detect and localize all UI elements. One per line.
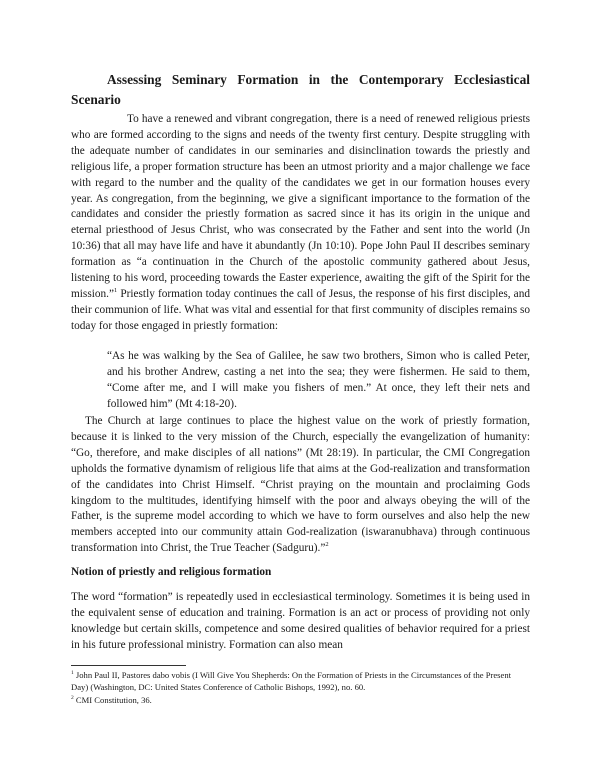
footnote-number: 1: [71, 670, 74, 676]
block-quote: “As he was walking by the Sea of Galilee, he saw two brothers, Simon who is called Peter, and his brother Andrew, casting a net into the sea; they were fishermen. He said to them, “Come after me, and I will make you fishers of men.” At once, they left their nets and followed him” (Mt 4:18-20).: [107, 350, 530, 410]
document-title: [71, 70, 530, 110]
section-heading: Notion of priestly and religious formation: [71, 566, 272, 578]
paragraph-church-text: The Church at large continues to place the highest value on the work of priestly formation, because it is linked to the very mission of the Church, especially the evangelization of humanity: “Go, therefore, and make disciples of all nations” (Mt 28:19). In particular, the CMI Congregation upholds the formative dynamism of religious life that aims at the God-realization and transformation of the candidates into Christ Himself. “Christ praying on the mountain and proclaiming Gods kingdom to the multitudes, identifying himself with the poor and always obeying the will of the Father, is the supreme model according to which we have to form ourselves and also help the new members accepted into our community attain God-realization (iswaranubhava) through continuous transformation into Christ, the True Teacher (Sadguru).”: [71, 415, 530, 555]
paragraph-intro: [71, 112, 530, 335]
document-title-line1: Assessing Seminary Formation in the Contemporary Ecclesiastical: [107, 72, 530, 87]
footnote-number: 2: [71, 694, 74, 701]
footnote-text: John Paul II, Pastores dabo vobis (I Will Give You Shepherds: On the Formation of Priests in the Circumstances of the Present Day) (Washington, DC: United States Conference of Catholic Bishops, 1992), no. 60.: [71, 670, 512, 693]
paragraph-intro-text-b: Priestly formation today continues the call of Jesus, the response of his first disciples, and their communion of life. What was vital and essential for that first community of disciples remains so today for those engaged in priestly formation:: [71, 287, 530, 332]
footnote-ref-2[interactable]: 2: [325, 541, 329, 549]
footnote-ref-1[interactable]: 1: [114, 286, 118, 294]
document-title-line2: Scenario: [71, 92, 121, 107]
footnote-2: [71, 694, 530, 706]
footnote-separator: [71, 665, 186, 666]
paragraph-church: [71, 414, 530, 557]
footnote-text: CMI Constitution, 36.: [75, 694, 152, 705]
paragraph-intro-text-a: To have a renewed and vibrant congregation, there is a need of renewed religious priests who are formed according to the signs and needs of the twenty first century. Despite struggling with the adequate number of candidates in our seminaries and disinclination towards the priestly and religious life, a proper formation structure has been an utmost priority and a major challenge we face with regard to the number and the quality of the candidates we get in our formation houses every year. As congregation, from the beginning, we give a significant importance to the formation of the candidates and consider the priestly formation as sacred since it has its origin in the unique and eternal priesthood of Jesus Christ, who was consecrated by the Father and sent into the world (Jn 10:36) that all may have life and have it abundantly (Jn 10:10). Pope John Paul II describes seminary formation as “a continuation in the Church of the apostolic community gathered about Jesus, listening to his word, proceeding towards the Easter experience, awaiting the gift of the Spirit for the mission.”: [71, 113, 530, 300]
footnote-1: [71, 669, 530, 694]
paragraph-formation: The word “formation” is repeatedly used in ecclesiastical terminology. Sometimes it is being used in the equivalent sense of education and training. Formation is an act or process of providing not only knowledge but certain skills, competence and some desired qualities of behavior required for a priest in his future professional ministry. Formation can also mean: [71, 591, 530, 651]
footnotes: [71, 669, 530, 706]
